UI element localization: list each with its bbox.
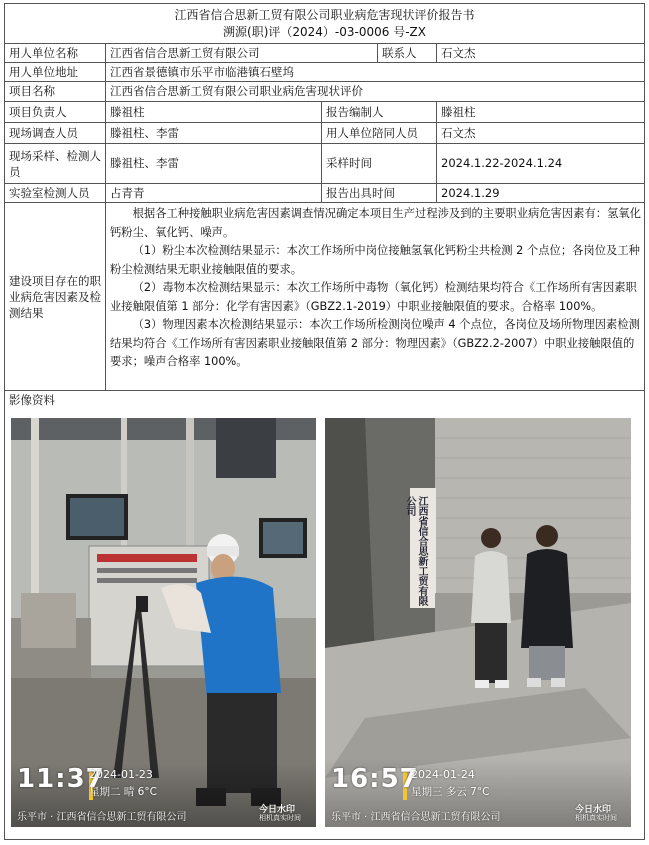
photo-2-watermark-sub: 相机真实时间 [575,814,617,822]
report-author-label: 报告编制人 [322,102,437,123]
hazards-label: 建设项目存在的职业病危害因素及检测结果 [5,203,106,391]
photo-2-company-sign: 江西省信合思新工贸有限公司 [404,496,427,606]
photo-2-watermark: 今日水印 [575,805,612,815]
unit-name-label: 用人单位名称 [5,44,106,63]
unit-address-value: 江西省景德镇市乐平市临港镇石壁坞 [106,63,645,82]
hazards-dust: （1）粉尘本次检测结果显示：本次工作场所中岗位接触氢氧化钙粉尘共检测 2 个点位；各岗位及工种粉尘检测结果无职业接触限值的要求。 [110,244,640,276]
photo-1-time: 11:37 [17,764,105,794]
photo-1-watermark-sub: 相机真实时间 [259,814,301,822]
report-number: 溯源(职)评（2024）-03-0006 号-ZX [223,25,426,39]
images-label: 影像资料 [9,393,55,407]
report-date-label: 报告出具时间 [322,184,437,203]
sampling-time-value: 2024.1.22-2024.1.24 [437,144,645,184]
project-lead-label: 项目负责人 [5,102,106,123]
hazards-content [106,203,645,391]
contact-value: 石文杰 [437,44,645,63]
photo-1-date: 2024-01-23 [89,768,153,781]
photo-2-location: 乐平市 · 江西省信合思新工贸有限公司 [331,812,501,823]
photo-sampling-2 [325,418,631,827]
photo-2-weekday-weather: 星期三 多云 7°C [411,786,490,798]
photo-1-watermark: 今日水印 [259,805,296,815]
project-lead-value: 滕祖柱 [106,102,322,123]
unit-address-label: 用人单位地址 [5,63,106,82]
report-header [5,4,644,44]
contact-label: 联系人 [378,44,437,63]
photo-2-date: 2024-01-24 [411,768,475,781]
survey-staff-label: 现场调查人员 [5,123,106,144]
project-name-value: 江西省信合思新工贸有限公司职业病危害现状评价 [106,82,645,102]
photo-1-location: 乐平市 · 江西省信合思新工贸有限公司 [17,812,187,823]
lab-staff-label: 实验室检测人员 [5,184,106,203]
unit-name-value: 江西省信合思新工贸有限公司 [106,44,378,63]
report-title: 江西省信合思新工贸有限公司职业病危害现状评价报告书 [174,8,475,22]
accompany-staff-value: 石文杰 [437,123,645,144]
survey-staff-value: 滕祖柱、李雷 [106,123,322,144]
hazards-physical: （3）物理因素本次检测结果显示：本次工作场所检测岗位噪声 4 个点位，各岗位及场所物理因素检测结果均符合《工作场所有害因素职业接触限值第 2 部分：物理因素》（GBZ2.2-2007）中职业接触限值的要求；噪声合格率 100%。 [110,318,640,368]
photo-1-weekday-weather: 星期二 晴 6°C [89,786,157,798]
sampling-staff-value: 滕祖柱、李雷 [106,144,322,184]
photo-sampling-1 [11,418,316,827]
sampling-time-label: 采样时间 [322,144,437,184]
lab-staff-value: 占青青 [106,184,322,203]
accompany-staff-label: 用人单位陪同人员 [322,123,437,144]
hazards-intro: 根据各工种接触职业病危害因素调查情况确定本项目生产过程涉及到的主要职业病危害因素有：氢氧化钙粉尘、氧化钙、噪声。 [110,207,641,239]
project-name-label: 项目名称 [5,82,106,102]
sampling-staff-label: 现场采样、检测人员 [5,144,106,184]
report-date-value: 2024.1.29 [437,184,645,203]
photo-2-time: 16:57 [331,764,419,794]
report-author-value: 滕祖柱 [437,102,645,123]
hazards-toxic: （2）毒物本次检测结果显示：本次工作场所中毒物（氧化钙）检测结果均符合《工作场所有害因素职业接触限值第 1 部分：化学有害因素》（GBZ2.1-2019）中职业接触限值的要求。合格率 100%。 [110,281,637,313]
